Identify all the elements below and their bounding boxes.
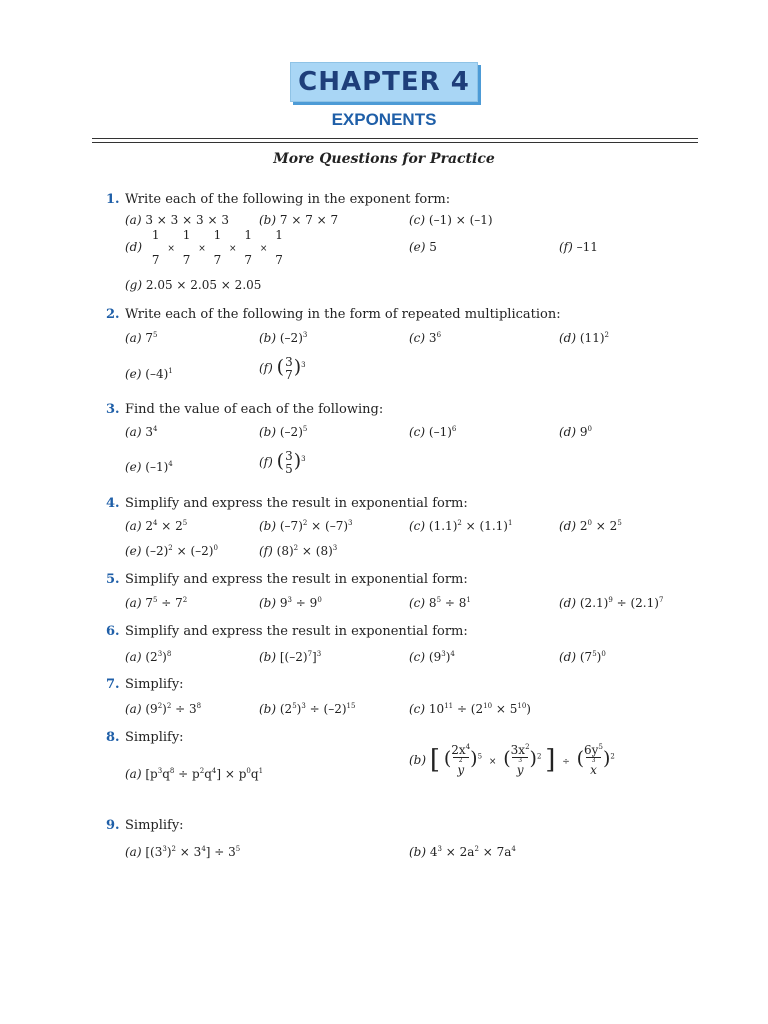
- q9-part-a: (a) $[(3^3)^2 \times 3^4] \div 3^5$: [125, 845, 241, 859]
- q2-part-a: (a) $7^5$: [125, 331, 158, 345]
- question-3: 3. Find the value of each of the following:: [106, 402, 384, 417]
- question-9: 9. Simplify:: [106, 818, 184, 833]
- q3-part-d: (d) $9^0$: [559, 425, 592, 439]
- q7-part-a: (a) $(9^2)^2 \div 3^8$: [125, 702, 202, 716]
- q4-part-b: (b) $(-7)^2 \times (-7)^3$: [259, 519, 353, 533]
- q5-part-a: (a) $7^5 \div 7^2$: [125, 596, 188, 610]
- q3-part-c: (c) $(-1)^6$: [409, 425, 457, 439]
- q1-part-d: (d) 1 7 × 1 7 × 1 7 × 1 7 × 1 7: [125, 228, 283, 267]
- divider-line: [92, 142, 698, 143]
- question-4: 4. Simplify and express the result in exponential form:: [106, 496, 468, 511]
- q2-part-f: (f) ( 3 7 )$^3$: [259, 355, 306, 382]
- q4-part-f: (f) $(8)^2 \times (8)^3$: [259, 544, 338, 558]
- question-7: 7. Simplify:: [106, 677, 184, 692]
- chapter-label: CHAPTER 4: [298, 67, 470, 97]
- q4-part-a: (a) $2^4 \times 2^5$: [125, 519, 188, 533]
- q4-part-c: (c) $(1.1)^2 \times (1.1)^1$: [409, 519, 513, 533]
- q1-part-f: (f) –11: [559, 240, 598, 254]
- q3-part-f: (f) ( 3 5 )$^3$: [259, 449, 306, 476]
- q8-part-b: (b) [ ( $2x^4$ 2 y )$^5$ × ( $3x^2$ 3 y )$^2$ ] ÷ ( $6y^5$ 3 x )$^2$: [409, 743, 615, 777]
- q3-part-a: (a) $3^4$: [125, 425, 158, 439]
- section-heading: More Questions for Practice: [273, 151, 495, 167]
- q4-part-d: (d) $2^0 \times 2^5$: [559, 519, 622, 533]
- question-5: 5. Simplify and express the result in exponential form:: [106, 572, 468, 587]
- q3-part-b: (b) $(-2)^5$: [259, 425, 308, 439]
- chapter-title: EXPONENTS: [331, 110, 437, 129]
- q6-part-b: (b) $[(-2)^7]^3$: [259, 650, 322, 664]
- q6-part-a: (a) $(2^3)^8$: [125, 650, 172, 664]
- q1-part-b: (b) 7 × 7 × 7: [259, 213, 339, 227]
- q7-part-b: (b) $(2^5)^3 \div (-2)^{15}$: [259, 702, 356, 716]
- q5-part-b: (b) $9^3 \div 9^0$: [259, 596, 322, 610]
- q2-part-e: (e) $(-4)^1$: [125, 367, 173, 381]
- q1-part-e: (e) 5: [409, 240, 437, 254]
- question-6: 6. Simplify and express the result in exponential form:: [106, 624, 468, 639]
- q6-part-d: (d) $(7^5)^0$: [559, 650, 606, 664]
- q5-part-c: (c) $8^5 \div 8^1$: [409, 596, 471, 610]
- q1-part-g: (g) 2.05 × 2.05 × 2.05: [125, 278, 262, 292]
- question-8: 8. Simplify:: [106, 730, 184, 745]
- q7-part-c: (c) $10^{11} \div (2^{10} \times 5^{10})$: [409, 702, 531, 716]
- q4-part-e: (e) $(-2)^2 \times (-2)^0$: [125, 544, 218, 558]
- q8-part-a: (a) $[p^3q^8 \div p^2q^4] \times p^0q^1$: [125, 767, 264, 781]
- q3-part-e: (e) $(-1)^4$: [125, 460, 173, 474]
- question-1: 1. Write each of the following in the exponent form:: [106, 192, 451, 207]
- q2-part-d: (d) $(11)^2$: [559, 331, 609, 345]
- question-2: 2. Write each of the following in the form of repeated multiplication:: [106, 307, 561, 322]
- q5-part-d: (d) $(2.1)^9 \div (2.1)^7$: [559, 596, 664, 610]
- q2-part-b: (b) $(-2)^3$: [259, 331, 308, 345]
- divider-line: [92, 138, 698, 139]
- q1-part-c: (c) (–1) × (–1): [409, 213, 493, 227]
- q1-part-a: (a) 3 × 3 × 3 × 3: [125, 213, 229, 227]
- q9-part-b: (b) $4^3 \times 2a^2 \times 7a^4$: [409, 845, 516, 859]
- q2-part-c: (c) $3^6$: [409, 331, 442, 345]
- chapter-badge: [290, 62, 478, 102]
- q6-part-c: (c) $(9^3)^4$: [409, 650, 455, 664]
